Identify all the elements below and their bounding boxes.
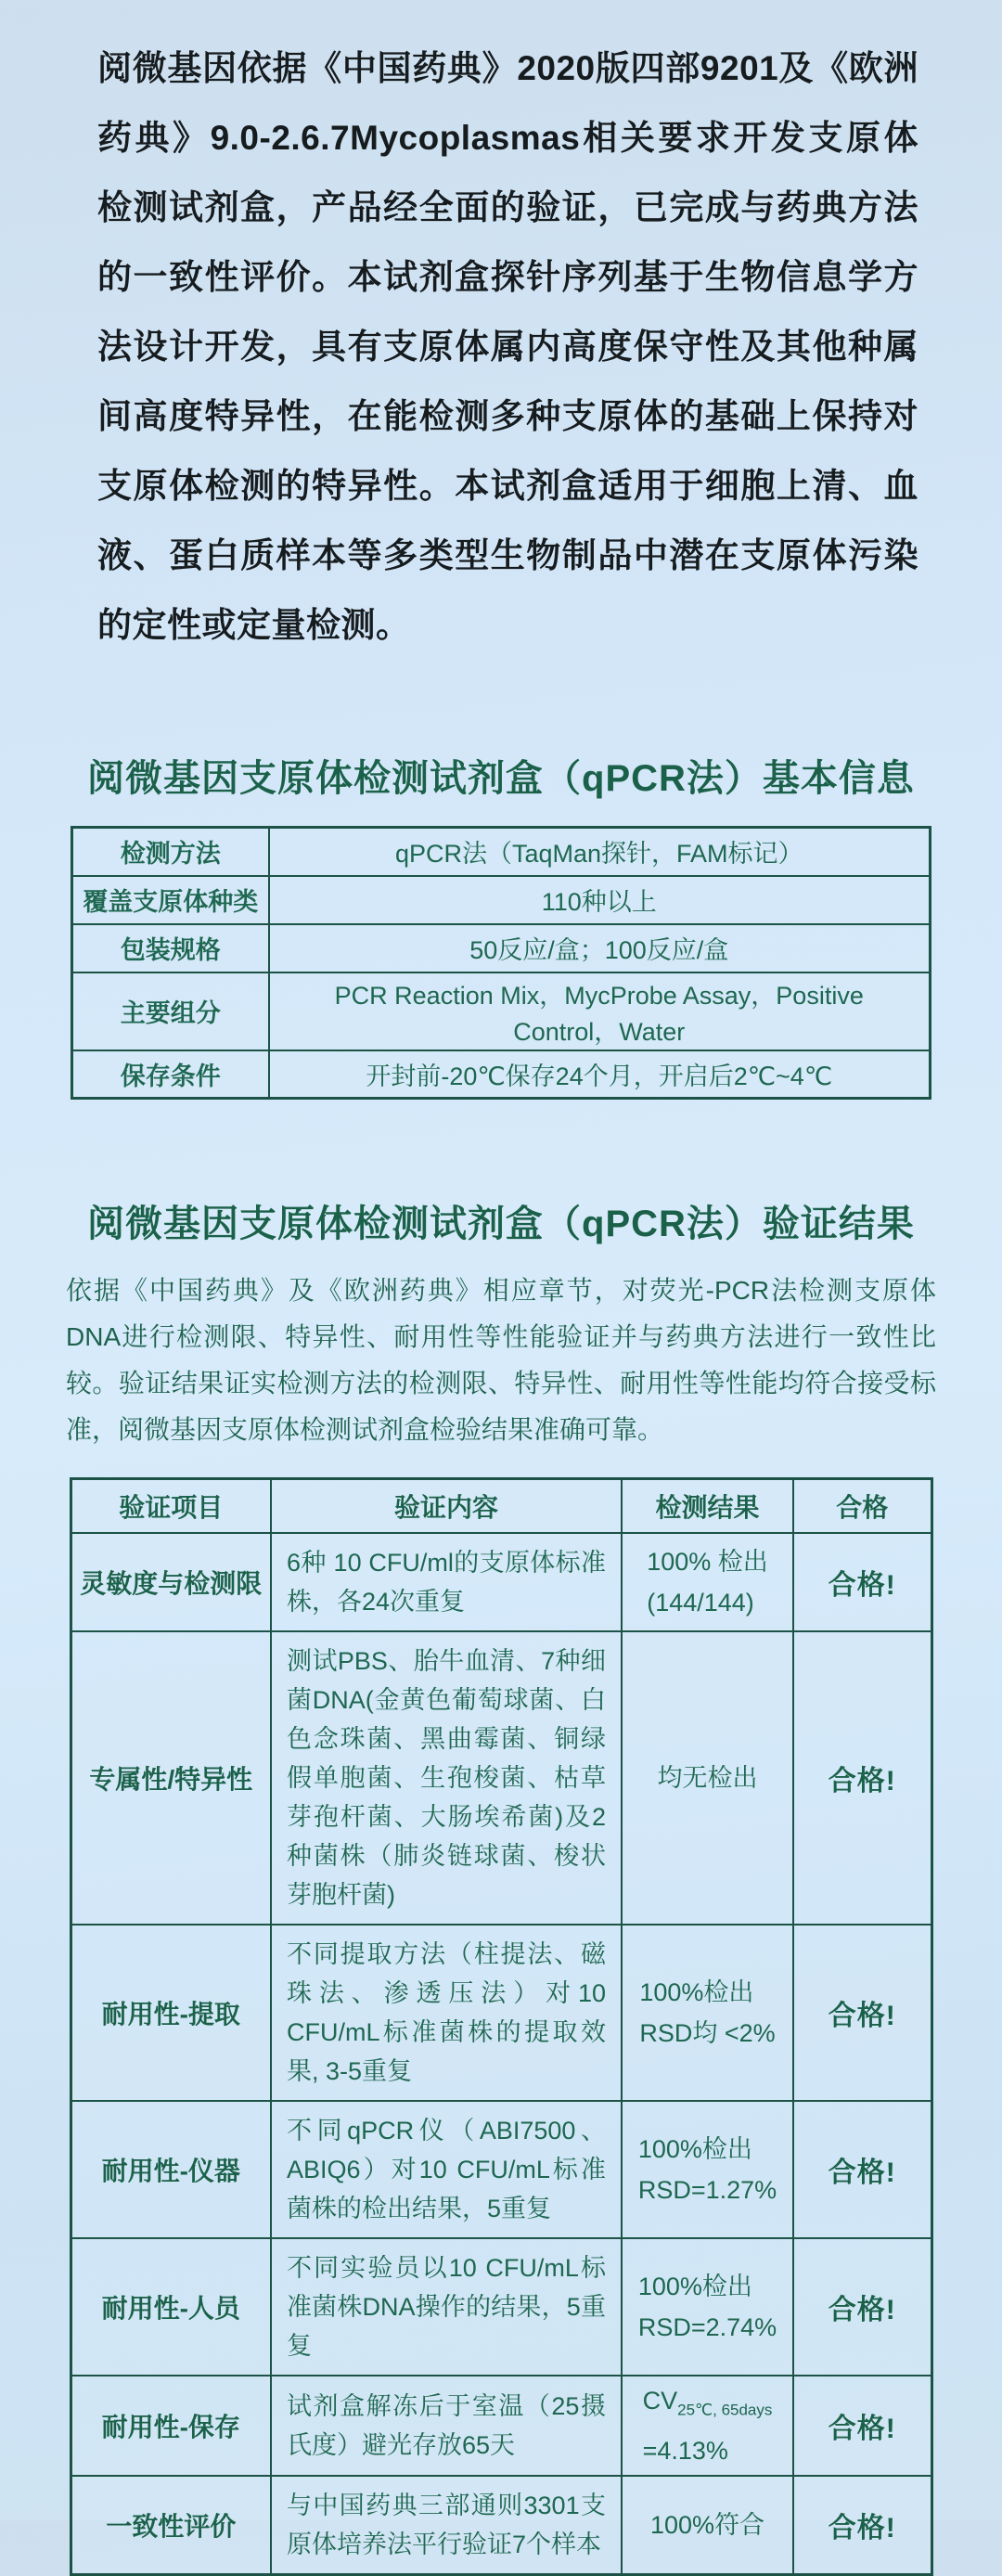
table-row	[71, 1631, 931, 1925]
row-value: PCR Reaction Mix，MycProbe Assay，Positive Control，Water	[269, 972, 931, 1050]
validation-item: 耐用性-人员	[71, 2238, 271, 2376]
validation-result: 均无检出	[622, 1631, 793, 1925]
intro-paragraph: 阅微基因依据《中国药典》2020版四部9201及《欧洲药典》9.0-2.6.7Mycoplasmas相关要求开发支原体检测试剂盒，产品经全面的验证，已完成与药典方法的一致性评价。本试剂盒探针序列基于生物信息学方法设计开发，具有支原体属内高度保守性及其他种属间高度特异性，在能检测多种支原体的基础上保持对支原体检测的特异性。本试剂盒适用于细胞上清、血液、蛋白质样本等多类型生物制品中潜在支原体污染的定性或定量检测。	[97, 49, 918, 644]
validation-item: 专属性/特异性	[71, 1631, 271, 1925]
pass-badge: 合格!	[793, 1925, 931, 2101]
basic-info-table	[71, 826, 931, 1100]
validation-result: 100%检出 RSD均 <2%	[622, 1925, 793, 2101]
validation-content: 不同提取方法（柱提法、磁珠法、渗透压法）对10 CFU/mL标准菌株的提取效果, 3-5重复	[271, 1925, 622, 2101]
row-value: 110种以上	[269, 876, 931, 924]
cv-subscript: 25℃, 65days	[677, 2400, 773, 2418]
row-label: 包装规格	[72, 924, 269, 972]
row-label: 覆盖支原体种类	[72, 876, 269, 924]
row-label: 保存条件	[72, 1050, 269, 1099]
row-label: 主要组分	[72, 972, 269, 1050]
row-label: 检测方法	[72, 828, 269, 876]
table-header-row	[71, 1479, 931, 1533]
table-row	[71, 1925, 931, 2101]
validation-content: 与中国药典三部通则3301支原体培养法平行验证7个样本	[271, 2476, 622, 2575]
table-row	[72, 972, 931, 1050]
validation-result: $CV_{25℃, 65days}$ =4.13%	[622, 2376, 793, 2476]
table-row	[72, 828, 931, 876]
row-value: 50反应/盒；100反应/盒	[269, 924, 931, 972]
header-content: 验证内容	[271, 1479, 622, 1533]
table-row	[71, 2376, 931, 2476]
header-item: 验证项目	[71, 1479, 271, 1533]
section2-title: 阅微基因支原体检测试剂盒（qPCR法）验证结果	[87, 1204, 915, 1244]
table-row	[72, 924, 931, 972]
validation-content: 测试PBS、胎牛血清、7种细菌DNA(金黄色葡萄球菌、白色念珠菌、黑曲霉菌、铜绿假单胞菌、生孢梭菌、枯草芽孢杆菌、大肠埃希菌)及2种菌株（肺炎链球菌、梭状芽胞杆菌)	[271, 1631, 622, 1925]
validation-results-table	[70, 1477, 933, 2576]
validation-result: 100%符合	[622, 2476, 793, 2575]
row-value: 开封前-20℃保存24个月，开启后2℃~4℃	[269, 1050, 931, 1099]
section1-title: 阅微基因支原体检测试剂盒（qPCR法）基本信息	[87, 758, 915, 799]
validation-item: 耐用性-保存	[71, 2376, 271, 2476]
validation-item: 耐用性-仪器	[71, 2101, 271, 2238]
validation-result: 100% 检出 (144/144)	[622, 1533, 793, 1631]
table-row	[71, 2238, 931, 2376]
header-pass: 合格	[793, 1479, 931, 1533]
row-value: qPCR法（TaqMan探针，FAM标记）	[269, 828, 931, 876]
validation-content: 6种 10 CFU/ml的支原体标准株，各24次重复	[271, 1533, 622, 1631]
pass-badge: 合格!	[793, 2101, 931, 2238]
pass-badge: 合格!	[793, 2376, 931, 2476]
validation-item: 一致性评价	[71, 2476, 271, 2575]
pass-badge: 合格!	[793, 1533, 931, 1631]
validation-content: 不同qPCR仪（ABI7500、ABIQ6）对10 CFU/mL标准菌株的检出结果，5重复	[271, 2101, 622, 2238]
validation-item: 耐用性-提取	[71, 1925, 271, 2101]
validation-item: 灵敏度与检测限	[71, 1533, 271, 1631]
table-row	[72, 876, 931, 924]
validation-result: 100%检出 RSD=1.27%	[622, 2101, 793, 2238]
pass-badge: 合格!	[793, 2238, 931, 2376]
validation-result: 100%检出 RSD=2.74%	[622, 2238, 793, 2376]
validation-content: 不同实验员以10 CFU/mL标准菌株DNA操作的结果，5重复	[271, 2238, 622, 2376]
product-info-sheet	[0, 33, 1002, 2558]
validation-description: 依据《中国药典》及《欧洲药典》相应章节，对荧光-PCR法检测支原体DNA进行检测限、特异性、耐用性等性能验证并与药典方法进行一致性比较。验证结果证实检测方法的检测限、特异性、耐用性等性能均符合接受标准，阅微基因支原体检测试剂盒检验结果准确可靠。	[66, 1276, 936, 1444]
table-row	[71, 1533, 931, 1631]
pass-badge: 合格!	[793, 2476, 931, 2575]
pass-badge: 合格!	[793, 1631, 931, 1925]
table-row	[71, 2476, 931, 2575]
validation-content: 试剂盒解冻后于室温（25摄氏度）避光存放65天	[271, 2376, 622, 2476]
table-row	[71, 2101, 931, 2238]
header-result: 检测结果	[622, 1479, 793, 1533]
table-row	[72, 1050, 931, 1099]
